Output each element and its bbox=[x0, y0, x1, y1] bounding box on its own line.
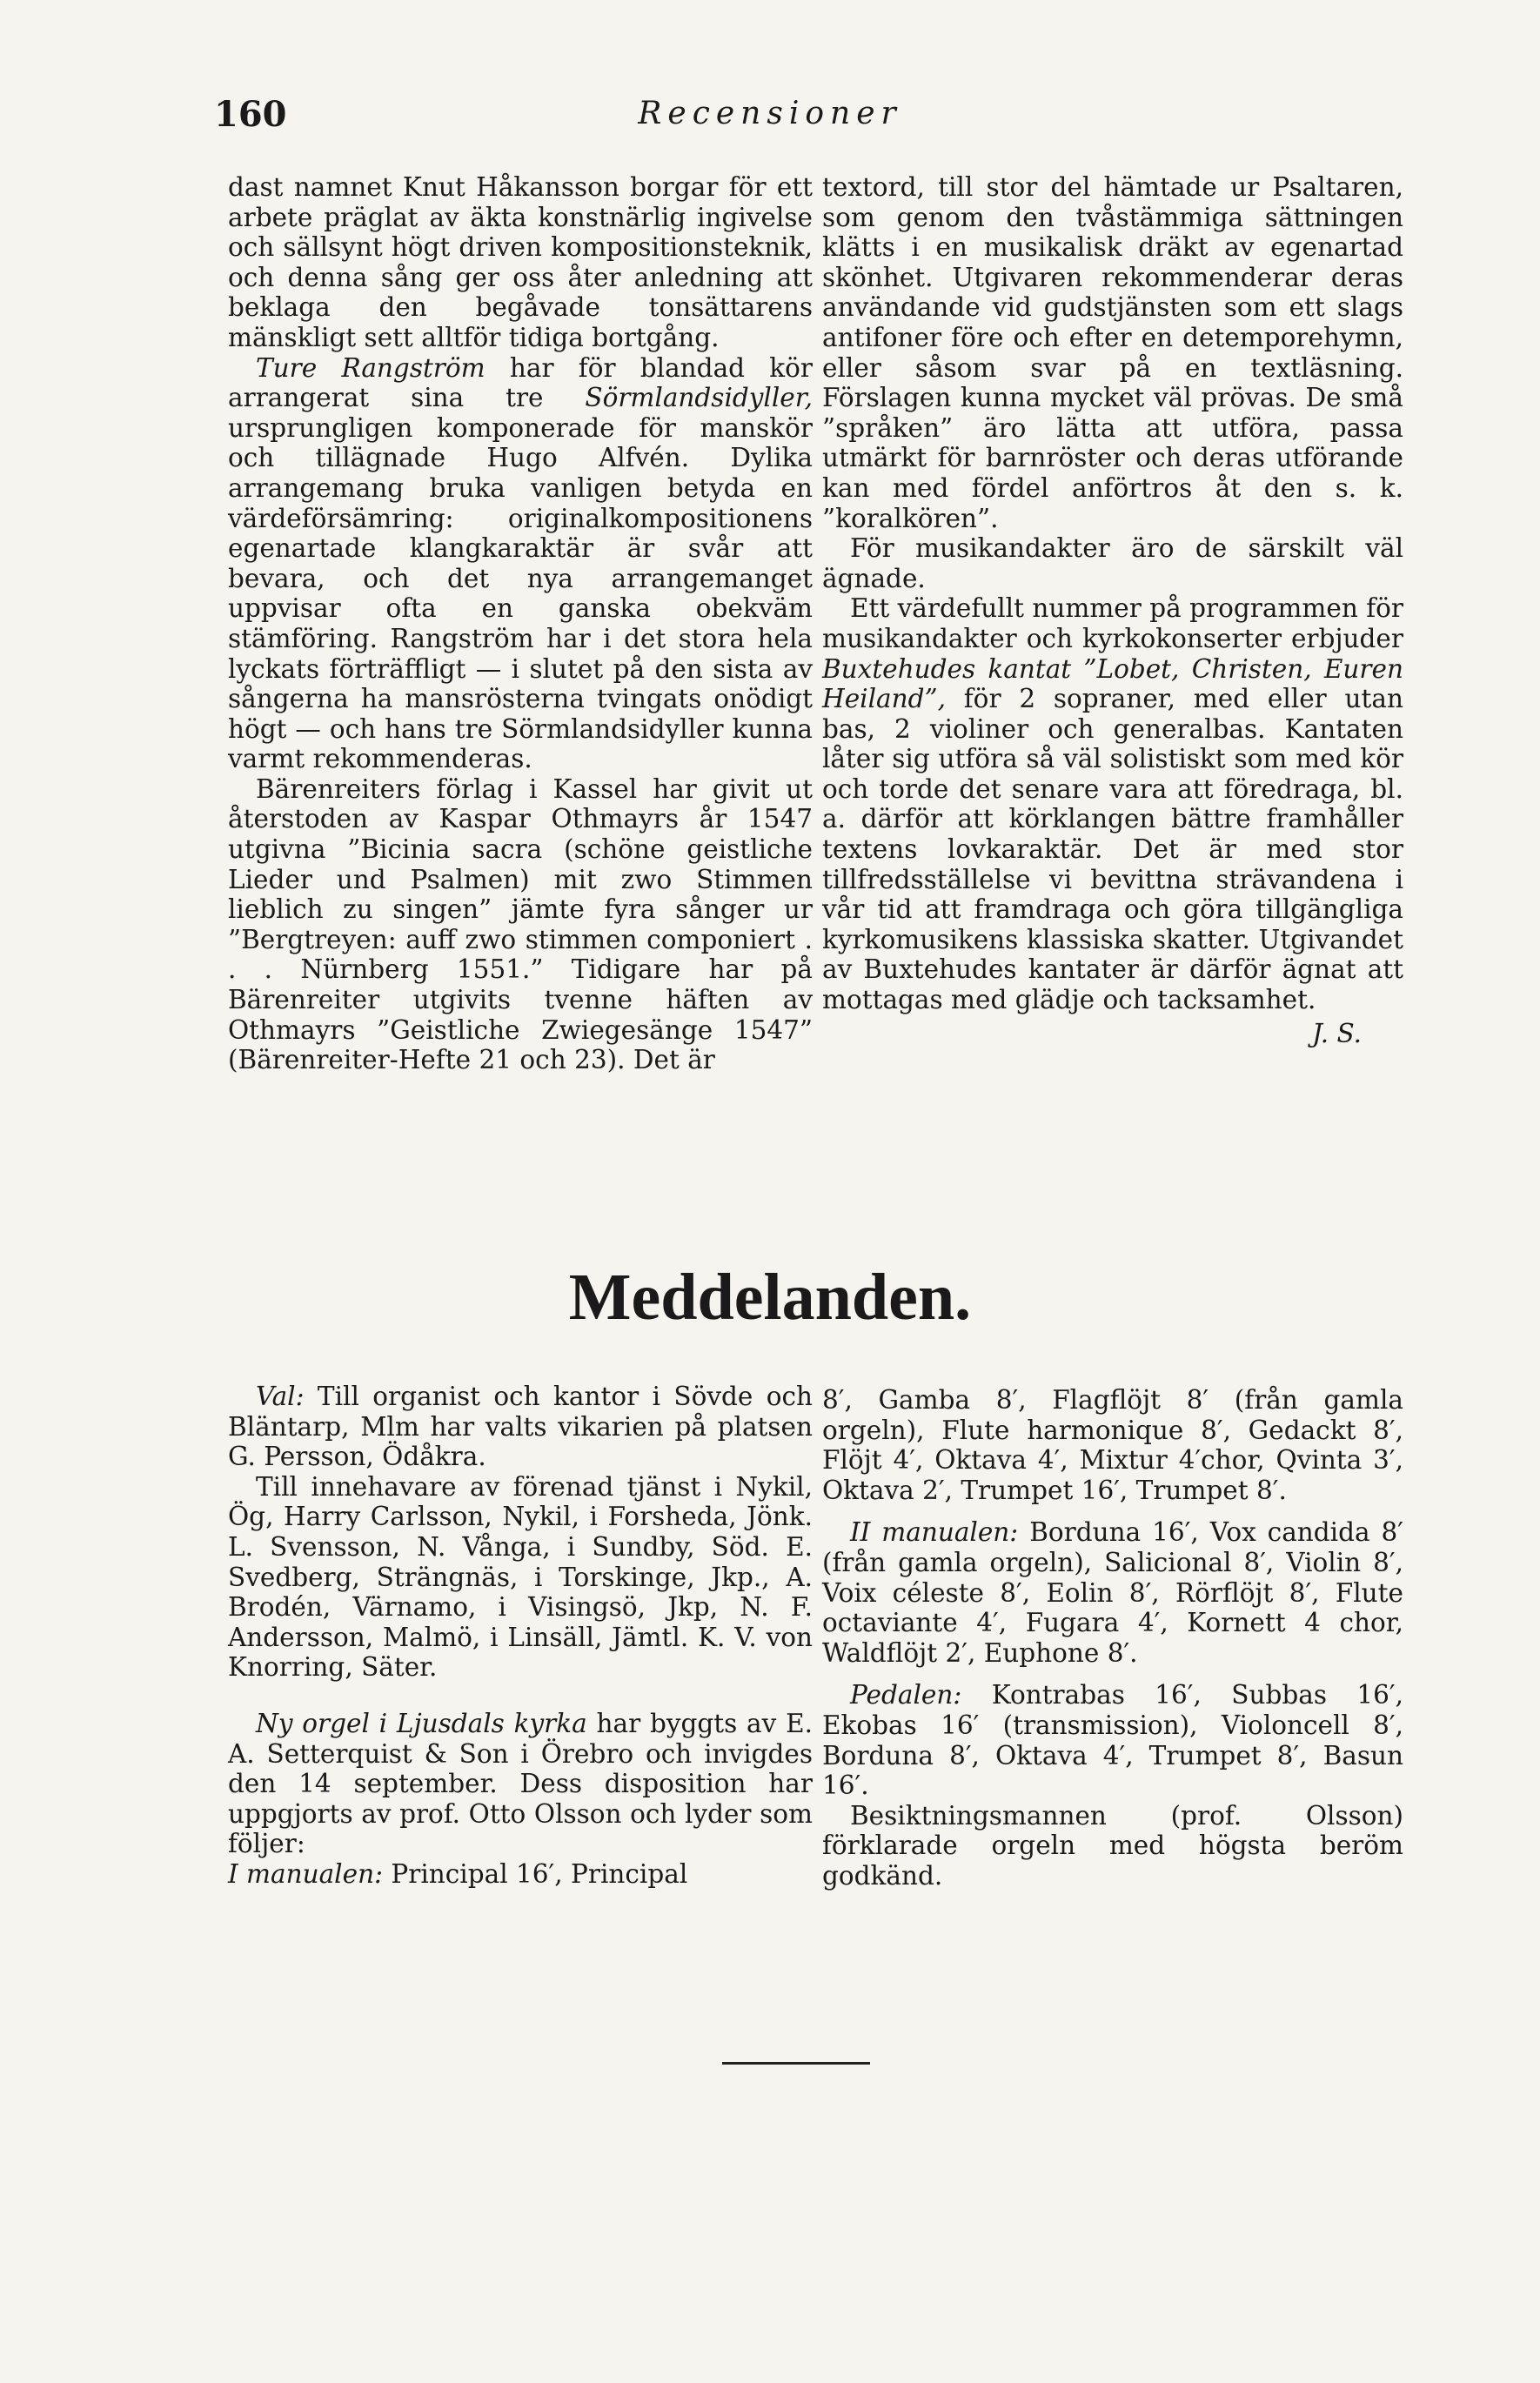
running-title: Recensioner bbox=[638, 96, 902, 131]
work-title: Buxtehudes kantat ”Lobet, Christen, Euren Heiland”, bbox=[822, 653, 1403, 714]
paragraph bbox=[228, 1709, 813, 1859]
paragraph: Till innehavare av förenad tjänst i Nykil, Ög, Harry Carlsson, Nykil, i Forsheda, Jönk. L. Svensson, N. Vånga, i Sundby, Söd. E. Svedberg, Strängnäs, i Torskinge, Jkp., A. Brodén, Värnamo, i Visingsö, Jkp, N. F. Andersson, Malmö, i Linsäll, Jämtl. K. V. von Knorring, Säter. bbox=[228, 1471, 813, 1683]
review-column-left bbox=[228, 172, 813, 1075]
signature: J. S. bbox=[1312, 1018, 1362, 1048]
text: Ett värdefullt nummer på programmen för musikandakter och kyrkokonserter erbjuder bbox=[822, 593, 1403, 653]
paragraph bbox=[228, 1382, 813, 1472]
text: har för blandad kör arrangerat sina tre bbox=[228, 352, 813, 413]
divider bbox=[722, 2062, 870, 2065]
notices-column-left bbox=[228, 1382, 813, 1890]
text: ursprungligen komponerade för manskör och tillägnade Hugo Alfvén. Dylika arrangemang bruka vanligen betyda en värdeförsämring: originalkompositionens egenartade klangkaraktär är svår att bevara, och det nya arrangemanget uppvisar ofta en ganska obekväm stämföring. Rangström har i det stora hela lyckats förträffligt — i slutet på den sista av sångerna ha mansrösterna tvingats onödigt högt — och hans tre Sörmlandsidyller kunna varmt rekommenderas. bbox=[228, 412, 813, 774]
paragraph: textord, till stor del hämtade ur Psaltaren, som genom den tvåstämmiga sättningen klätts i en musikalisk dräkt av egenartad skönhet. Utgivaren rekommenderar deras användande vid gudstjänsten som ett slags antifoner före och efter en detemporehymn, eller såsom svar på en textläsning. Förslagen kunna mycket väl prövas. De små ”språken” äro lätta att utföra, passa utmärkt för barnröster och deras utförande kan med fördel anförtros åt den s. k. ”koralkören”. bbox=[822, 172, 1403, 533]
text: Borduna 16′, Vox candida 8′ (från gamla orgeln), Salicional 8′, Violin 8′, Voix céleste 8′, Eolin 8′, Rörflöjt 8′, Flute octaviante 4′, Fugara 4′, Kornett 4 chor, Waldflöjt 2′, Euphone 8′. bbox=[822, 1517, 1403, 1668]
paragraph bbox=[822, 1680, 1403, 1800]
paragraph: För musikandakter äro de särskilt väl ägnade. bbox=[822, 533, 1403, 593]
paragraph bbox=[228, 353, 813, 774]
label: II manualen: bbox=[850, 1517, 1019, 1548]
page-number: 160 bbox=[214, 94, 287, 135]
paragraph: dast namnet Knut Håkansson borgar för ett arbete präglat av äkta konstnärlig ingivelse och sällsynt högt driven kompositionsteknik, och denna sång ger oss åter anledning att beklaga den begåvade tonsättarens mänskligt sett alltför tidiga bortgång. bbox=[228, 172, 813, 352]
paragraph bbox=[822, 593, 1403, 1014]
review-column-right bbox=[822, 172, 1403, 1048]
paragraph bbox=[228, 1859, 813, 1890]
composer-name: Ture Rangström bbox=[256, 352, 485, 383]
notice-title: Ny orgel i Ljusdals kyrka bbox=[256, 1708, 587, 1738]
notices-column-right bbox=[822, 1385, 1403, 1891]
paragraph: 8′, Gamba 8′, Flagflöjt 8′ (från gamla orgeln), Flute harmonique 8′, Gedackt 8′, Flöjt 4′, Oktava 4′, Mixtur 4′chor, Qvinta 3′, Oktava 2′, Trumpet 16′, Trumpet 8′. bbox=[822, 1385, 1403, 1505]
text: har byggts av E. A. Setterquist & Son i Örebro och invigdes den 14 september. Dess disposition har uppgjorts av prof. Otto Olsson och lyder som följer: bbox=[228, 1708, 813, 1859]
label: Val: bbox=[256, 1382, 305, 1411]
text: Kontrabas 16′, Subbas 16′, Ekobas 16′ (transmission), Violoncell 8′, Borduna 8′, Oktava 4′, Trumpet 8′, Basun 16′. bbox=[822, 1680, 1403, 1801]
label: I manualen: bbox=[228, 1858, 384, 1889]
text: Till organist och kantor i Sövde och Bläntarp, Mlm har valts vikarien på platsen G. Persson, Ödåkra. bbox=[228, 1382, 813, 1472]
label: Pedalen: bbox=[850, 1680, 962, 1710]
text: Principal 16′, Principal bbox=[383, 1858, 688, 1889]
paragraph: Bärenreiters förlag i Kassel har givit ut återstoden av Kaspar Othmayrs år 1547 utgivna ”Bicinia sacra (schöne geistliche Lieder und Psalmen) mit zwo Stimmen lieblich zu singen” jämte fyra sånger ur ”Bergtreyen: auff zwo stimmen componiert . . . Nürnberg 1551.” Tidigare har på Bärenreiter utgivits tvenne häften av Othmayrs ”Geistliche Zwiegesänge 1547” (Bärenreiter-Hefte 21 och 23). Det är bbox=[228, 773, 813, 1075]
section-title: Meddelanden. bbox=[568, 1261, 972, 1334]
text: för 2 sopraner, med eller utan bas, 2 violiner och generalbas. Kantaten låter sig utföra så väl solistiskt som med kör och torde det senare vara att föredraga, bl. a. därför att körklangen bättre framhåller textens lovkaraktär. Det är med stor tillfredsställelse vi bevittna strävandena i vår tid att framdraga och göra tillgängliga kyrkomusikens klassiska skatter. Utgivandet av Buxtehudes kantater är därför ägnat att mottagas med glädje och tacksamhet. bbox=[822, 684, 1403, 1015]
paragraph: Besiktningsmannen (prof. Olsson) förklarade orgeln med högsta beröm godkänd. bbox=[822, 1800, 1403, 1891]
paragraph bbox=[822, 1517, 1403, 1668]
work-title: Sörmlandsidyller, bbox=[585, 383, 813, 413]
